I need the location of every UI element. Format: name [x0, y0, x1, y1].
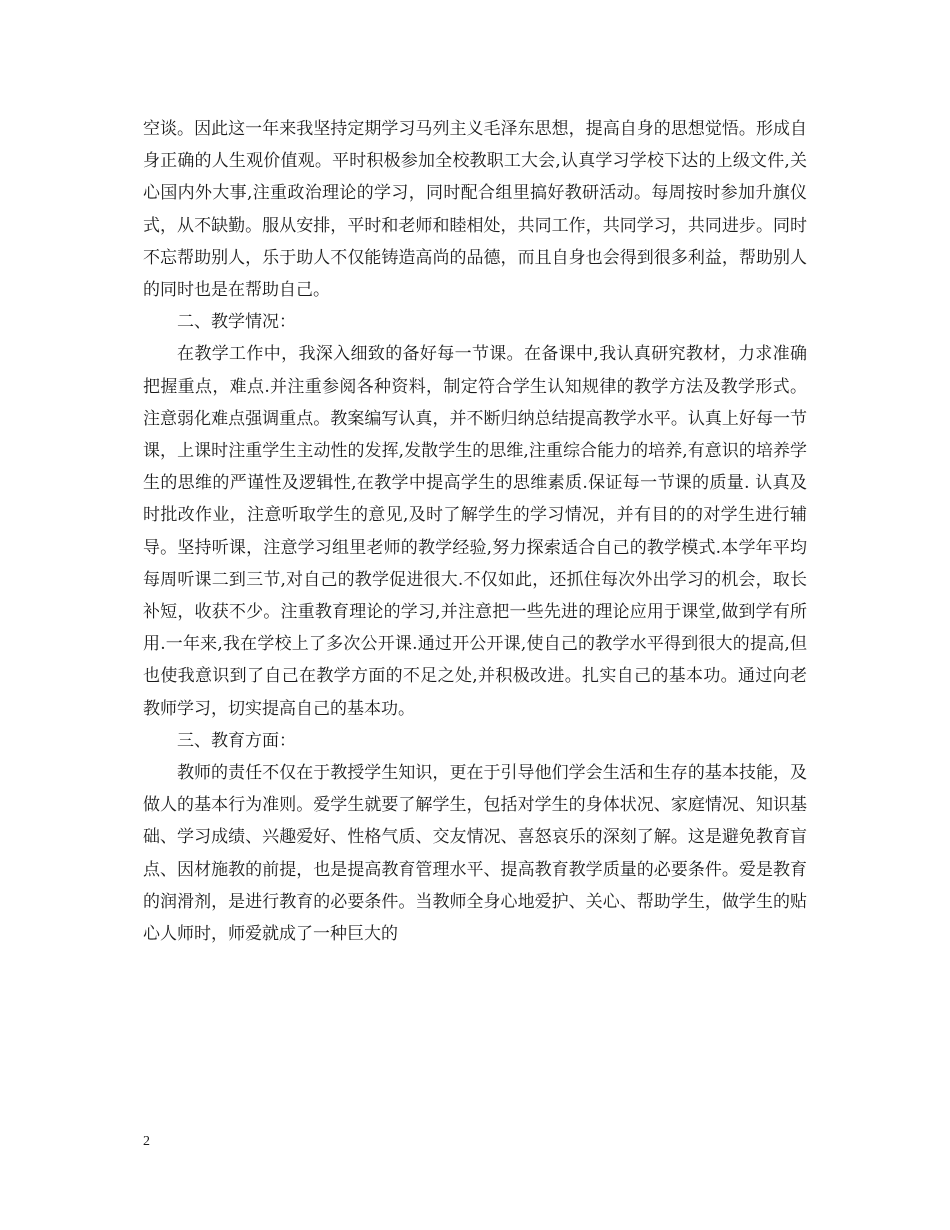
paragraph-political-study: 空谈。因此这一年来我坚持定期学习马列主义毛泽东思想，提高自身的思想觉悟。形成自身正确的人生观价值观。平时积极参加全校教职工大会,认真学习学校下达的上级文件,关心国内外大事,注重政治理论的学习，同时配合组里搞好教研活动。每周按时参加升旗仪式，从不缺勤。服从安排，平时和老师和睦相处，共同工作，共同学习，共同进步。同时不忘帮助别人，乐于助人不仅能铸造高尚的品德，而且自身也会得到很多利益，帮助别人的同时也是在帮助自己。 — [143, 119, 807, 301]
section-heading-education: 三、教育方面： — [177, 730, 296, 751]
section-heading-teaching: 二、教学情况： — [177, 312, 296, 333]
page-number: 2 — [143, 1134, 150, 1149]
paragraph-education-work: 教师的责任不仅在于教授学生知识，更在于引导他们学会生活和生存的基本技能，及做人的基本行为准则。爱学生就要了解学生，包括对学生的身体状况、家庭情况、知识基础、学习成绩、兴趣爱好、性格气质、交友情况、喜怒哀乐的深刻了解。这是避免教育盲点、因材施教的前提，也是提高教育管理水平、提高教育教学质量的必要条件。爱是教育的润滑剂，是进行教育的必要条件。当教师全身心地爱护、关心、帮助学生，做学生的贴心人师时，师爱就成了一种巨大的 — [143, 763, 807, 945]
document-body — [143, 113, 807, 950]
paragraph-teaching-work: 在教学工作中，我深入细致的备好每一节课。在备课中,我认真研究教材，力求准确把握重点，难点.并注重参阅各种资料，制定符合学生认知规律的教学方法及教学形式。注意弱化难点强调重点。教案编写认真，并不断归纳总结提高教学水平。认真上好每一节课，上课时注重学生主动性的发挥,发散学生的思维,注重综合能力的培养,有意识的培养学生的思维的严谨性及逻辑性,在教学中提高学生的思维素质.保证每一节课的质量. 认真及时批改作业，注意听取学生的意见,及时了解学生的学习情况，并有目的的对学生进行辅导。坚持听课，注意学习组里老师的教学经验,努力探索适合自己的教学模式.本学年平均每周听课二到三节,对自己的教学促进很大.不仅如此，还抓住每次外出学习的机会，取长补短，收获不少。注重教育理论的学习,并注意把一些先进的理论应用于课堂,做到学有所用.一年来,我在学校上了多次公开课.通过开公开课,使自己的教学水平得到很大的提高,但也使我意识到了自己在教学方面的不足之处,并积极改进。扎实自己的基本功。通过向老教师学习，切实提高自己的基本功。 — [143, 344, 807, 719]
